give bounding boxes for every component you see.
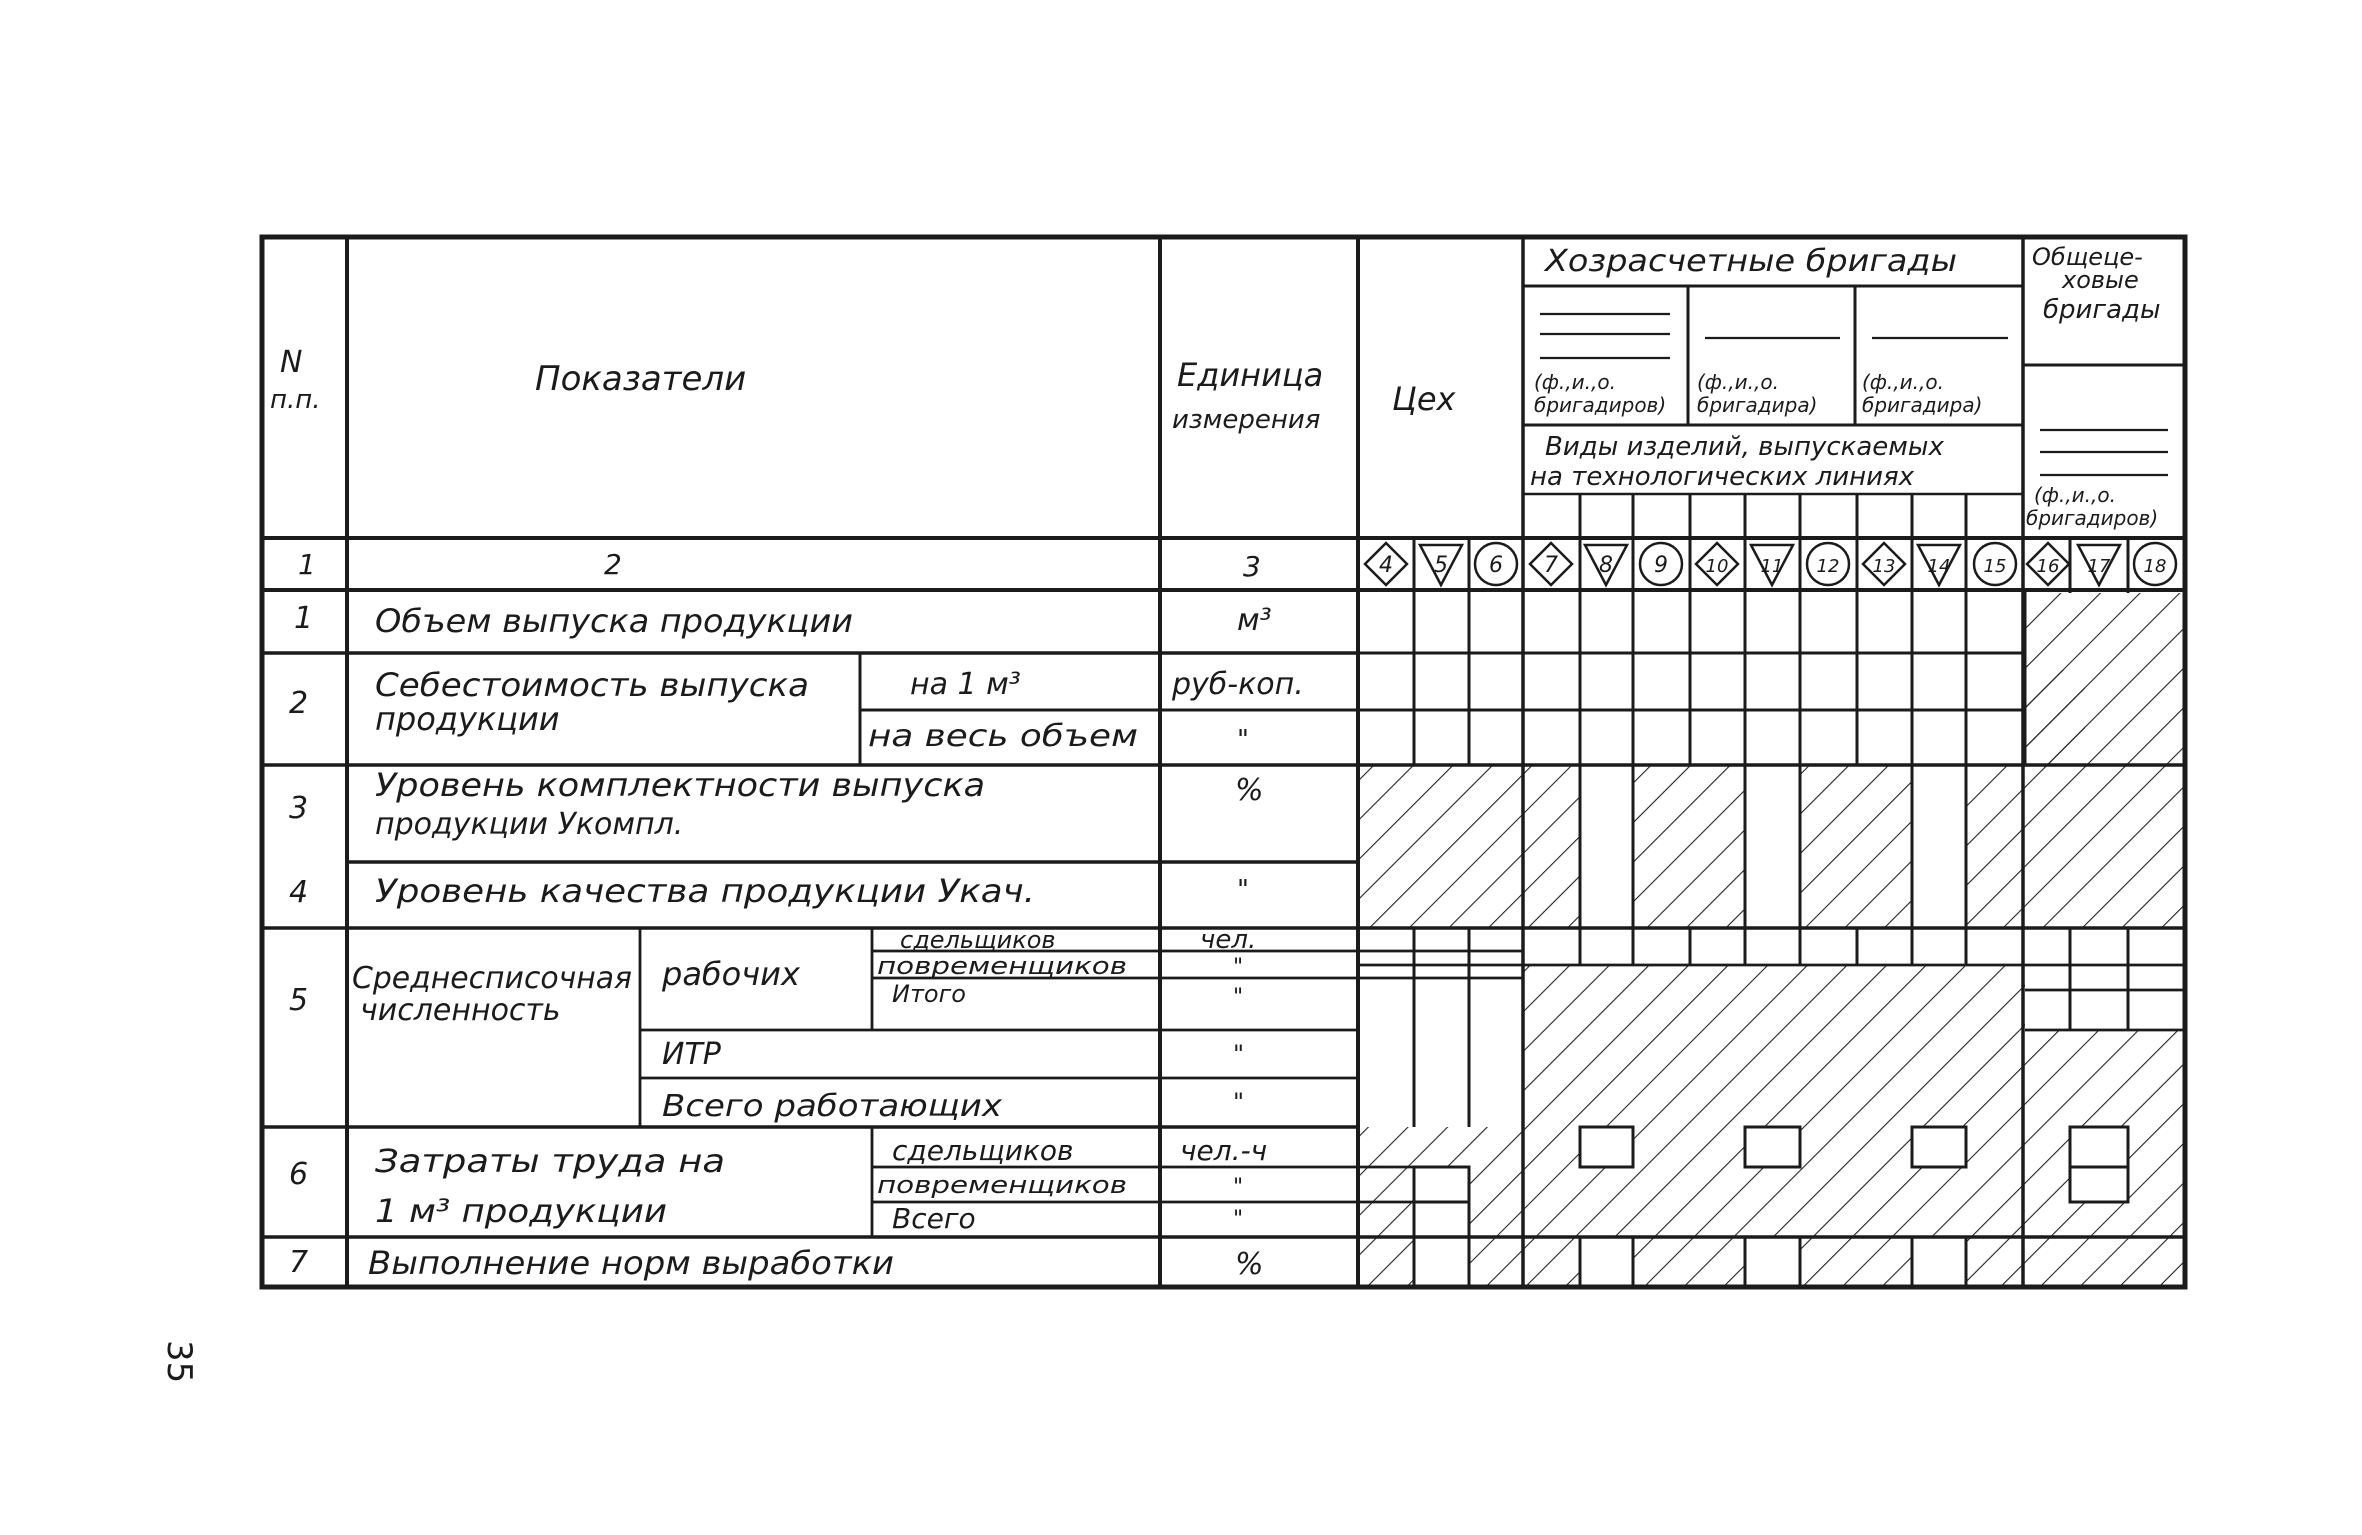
row5-sub-1: сдельщиков	[900, 926, 1056, 954]
no-header-line1: N	[280, 345, 303, 380]
row3-no: 3	[289, 791, 309, 826]
indicators-header: Показатели	[535, 359, 747, 399]
row5-sub-3: Итого	[892, 980, 966, 1008]
row6-unit-3: "	[1233, 1207, 1244, 1232]
col-number-1: 1	[298, 548, 316, 581]
row6-name-line2: 1 м³ продукции	[375, 1192, 667, 1230]
foreman-caption-3-line2: бригадира)	[1862, 393, 1983, 417]
row7-no: 7	[289, 1245, 309, 1280]
col-number-16: 16	[2036, 556, 2060, 577]
col-number-13: 13	[1872, 556, 1896, 577]
row6-sub-3: Всего	[892, 1202, 976, 1235]
row5-total: Всего работающих	[662, 1089, 1003, 1124]
general-brigades-header-line2: ховые	[2062, 266, 2139, 294]
row6-unit-2: "	[1233, 1175, 1244, 1200]
row5-unit-5: "	[1233, 1088, 1245, 1116]
row3-unit: %	[1235, 773, 1264, 808]
col-number-7: 7	[1544, 553, 1558, 578]
foreman-caption-3-line1: (ф.,и.,о.	[1862, 370, 1944, 394]
row2-sub-1: на 1 м³	[910, 667, 1021, 702]
table-body	[289, 601, 1304, 1282]
unit-header-line2: измерения	[1172, 405, 1321, 435]
general-brigades-header-line3: бригады	[2043, 295, 2161, 325]
row5-no: 5	[289, 983, 309, 1018]
col-symbols	[1365, 543, 2176, 585]
self-brigades-header: Хозрасчетные бригады	[1542, 244, 1957, 279]
row5-unit-2: "	[1233, 955, 1244, 980]
row2-name-line1: Себестоимость выпуска	[375, 666, 809, 704]
row6-no: 6	[289, 1157, 309, 1192]
foreman-caption-1-line2: бригадиров)	[1534, 393, 1667, 417]
unit-header-line1: Единица	[1177, 356, 1324, 394]
row2-sub-2: на весь объем	[868, 719, 1138, 754]
row2-name-line2: продукции	[375, 700, 560, 738]
row1-name: Объем выпуска продукции	[375, 602, 853, 640]
col-number-3: 3	[1243, 550, 1261, 583]
col-number-14: 14	[1927, 556, 1951, 577]
col-number-8: 8	[1599, 553, 1613, 578]
col-number-17: 17	[2087, 556, 2111, 577]
col-number-6: 6	[1489, 553, 1503, 578]
col-number-5: 5	[1434, 553, 1448, 578]
col-number-15: 15	[1983, 556, 2007, 577]
row4-unit: "	[1237, 875, 1249, 905]
no-header-line2: п.п.	[270, 385, 321, 415]
hatched-areas	[1358, 593, 2185, 1287]
foreman-caption-general-line2: бригадиров)	[2026, 506, 2159, 530]
row6-sub-2: повременщиков	[877, 1171, 1127, 1199]
row6-name-line1: Затраты труда на	[375, 1142, 725, 1180]
col-number-11: 11	[1760, 556, 1784, 577]
row2-unit-2: "	[1237, 725, 1249, 755]
col-number-10: 10	[1705, 556, 1729, 577]
row7-unit: %	[1235, 1247, 1264, 1282]
row5-unit-1: чел.	[1200, 925, 1257, 955]
row7-name: Выполнение норм выработки	[368, 1244, 894, 1282]
row5-sub-2: повременщиков	[877, 952, 1127, 980]
row5-unit-4: "	[1233, 1040, 1245, 1068]
row5-name-line2: численность	[360, 993, 561, 1028]
foreman-caption-general-line1: (ф.,и.,о.	[2034, 483, 2116, 507]
row3-name-line1: Уровень комплектности выпуска	[375, 766, 985, 804]
row4-name: Уровень качества продукции Укач.	[375, 872, 1035, 910]
row2-no: 2	[289, 686, 309, 721]
row6-sub-1: сдельщиков	[892, 1134, 1074, 1167]
col-number-4: 4	[1379, 553, 1393, 578]
column-numbers	[298, 543, 2176, 585]
foreman-caption-2-line1: (ф.,и.,о.	[1697, 370, 1779, 394]
col-number-9: 9	[1654, 553, 1668, 578]
general-brigades-header-line1: Общеце-	[2032, 243, 2143, 271]
product-types-header-line1: Виды изделий, выпускаемых	[1545, 432, 1944, 462]
shop-header: Цех	[1392, 380, 1456, 418]
col-number-2: 2	[604, 548, 622, 581]
row3-name-line2: продукции Укомпл.	[375, 807, 684, 842]
foreman-caption-2-line2: бригадира)	[1697, 393, 1818, 417]
row6-unit-1: чел.-ч	[1180, 1134, 1268, 1167]
row5-group: рабочих	[662, 955, 800, 993]
row5-unit-3: "	[1233, 985, 1244, 1010]
row2-unit-1: руб-коп.	[1172, 667, 1304, 702]
row1-unit: м³	[1237, 603, 1272, 638]
row5-itr: ИТР	[662, 1037, 721, 1072]
product-types-header-line2: на технологических линиях	[1530, 462, 1915, 492]
row5-name-line1: Среднесписочная	[352, 961, 632, 996]
page-number: 35	[159, 1340, 199, 1384]
row1-no: 1	[294, 601, 314, 636]
col-number-12: 12	[1816, 556, 1840, 577]
col-number-18: 18	[2143, 556, 2167, 577]
row4-no: 4	[289, 875, 309, 910]
foreman-caption-1-line1: (ф.,и.,о.	[1534, 370, 1616, 394]
